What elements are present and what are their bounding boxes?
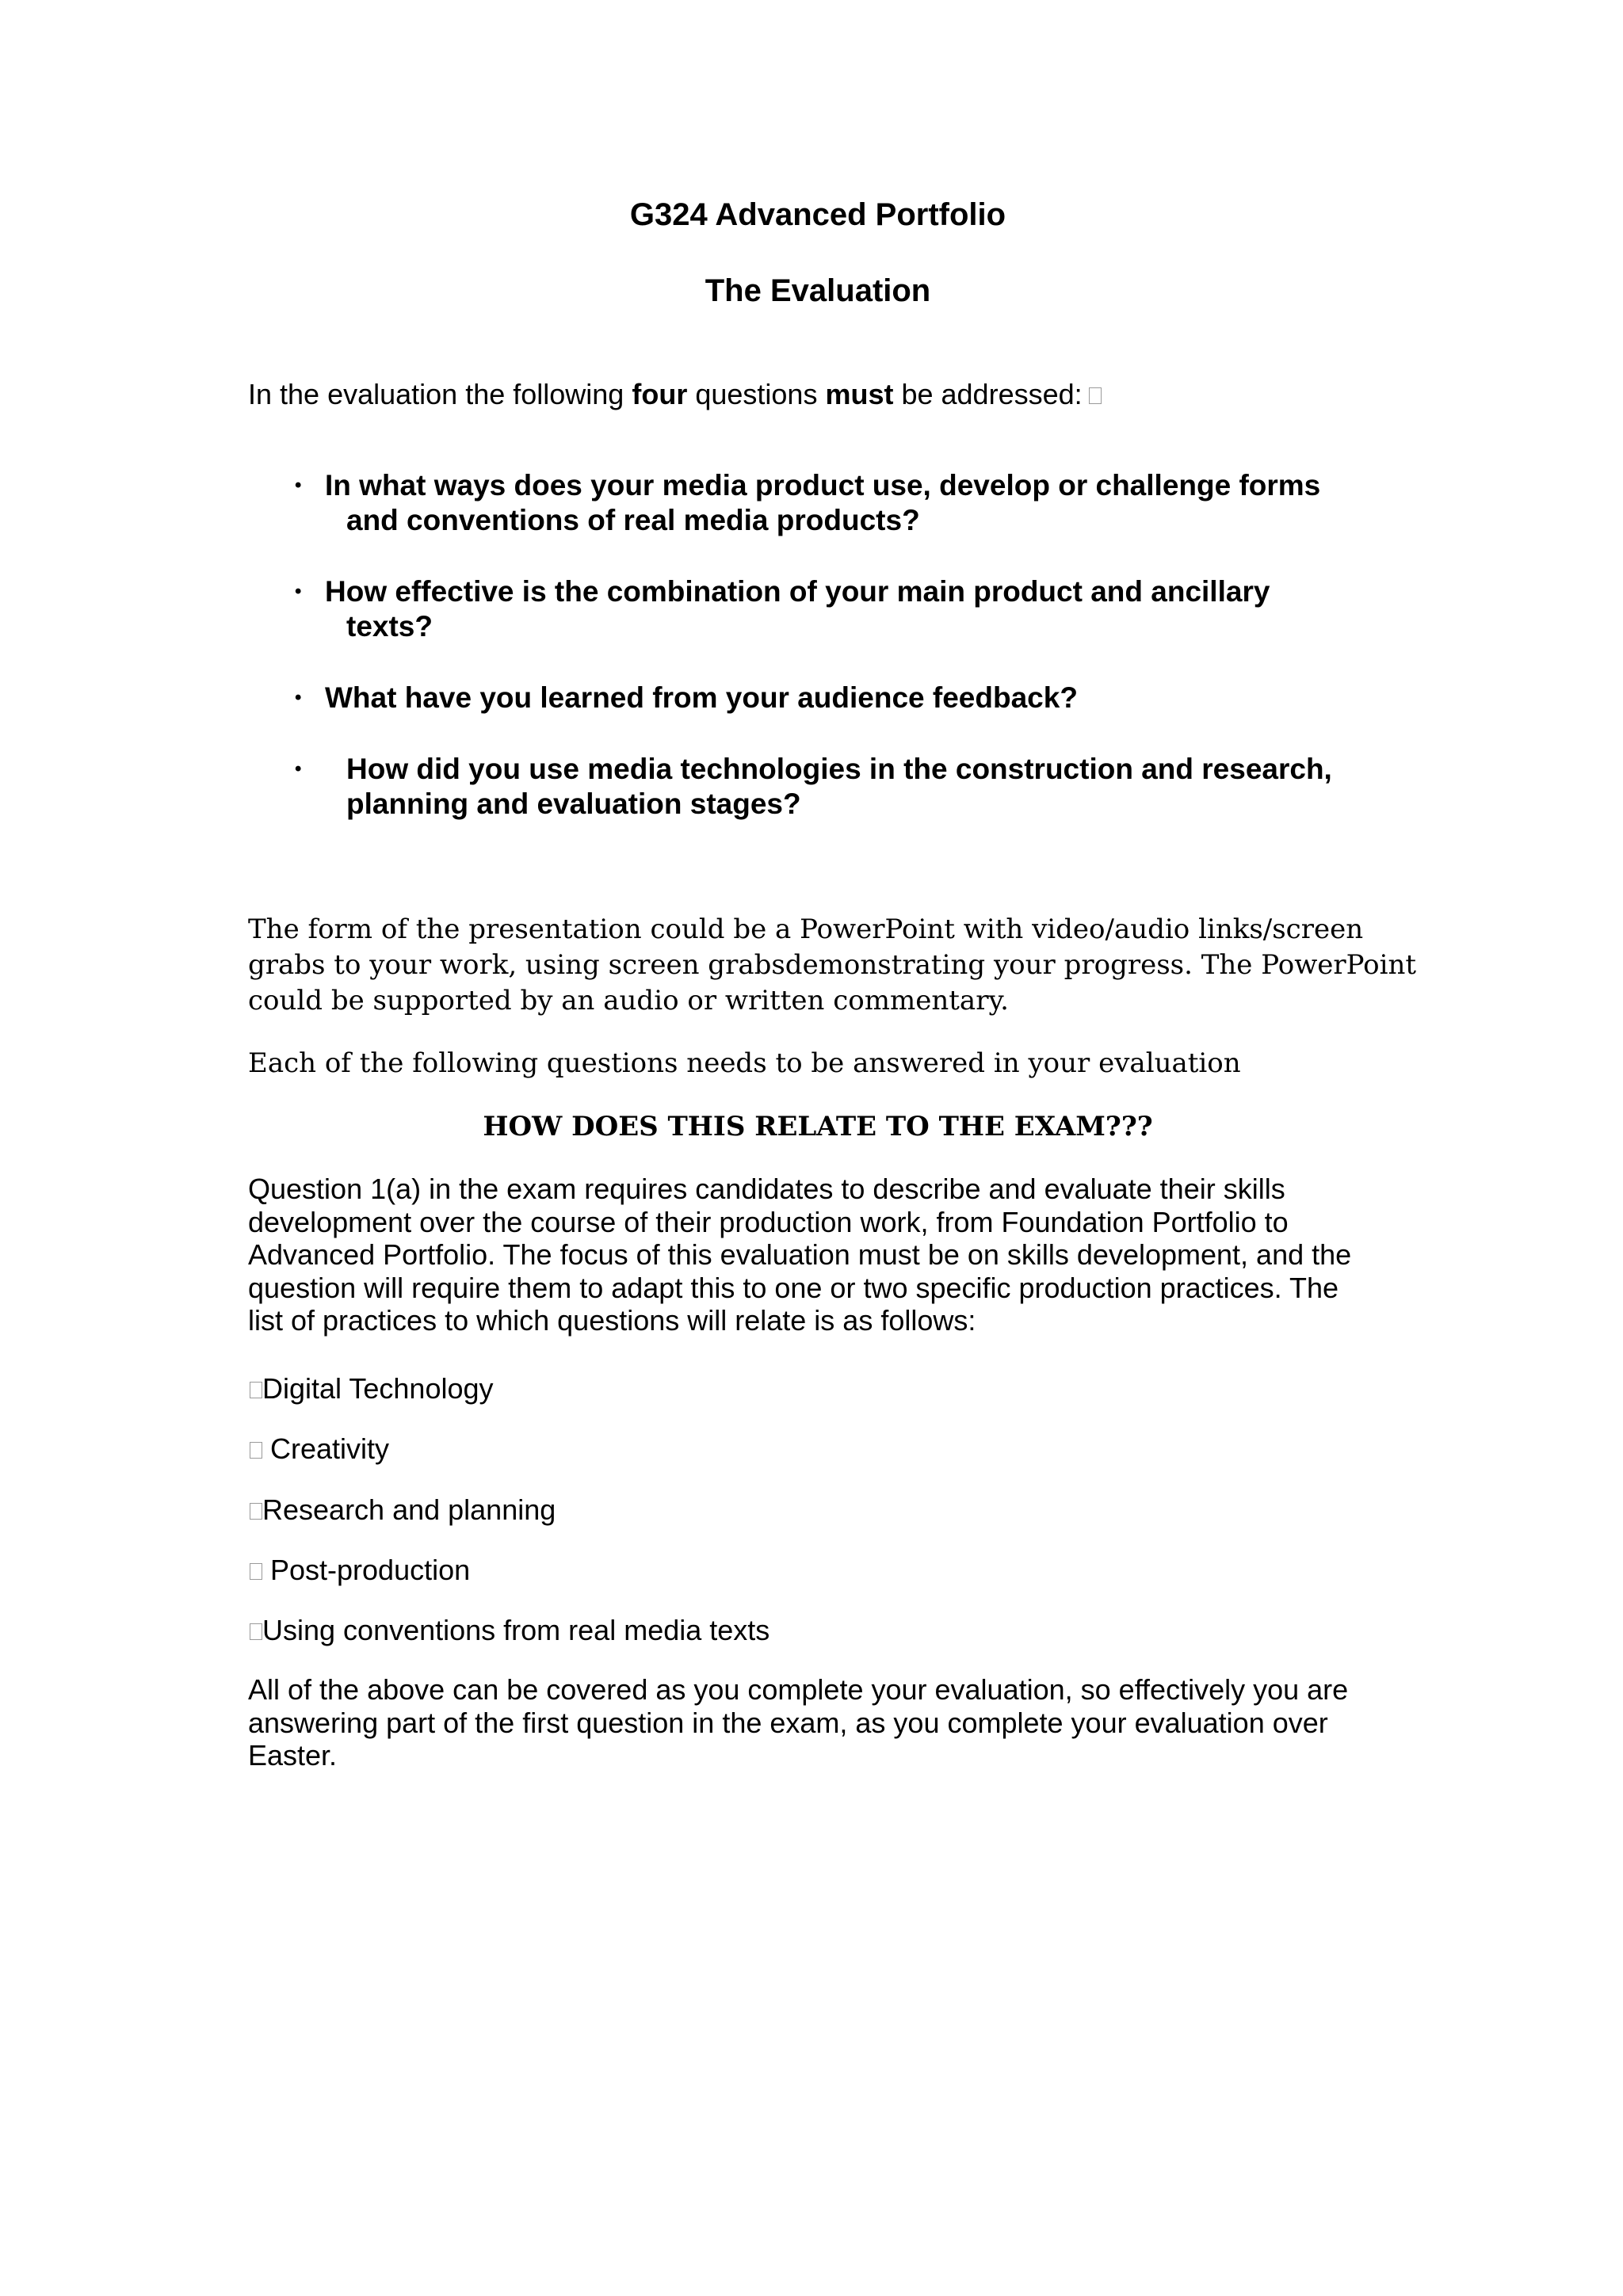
exam-heading: HOW DOES THIS RELATE TO THE EXAM??? <box>483 1111 1153 1142</box>
missing-glyph-icon <box>250 1623 262 1640</box>
bullet-icon: • <box>295 758 302 780</box>
intro-line: In the evaluation the following four questions must be addressed: <box>248 377 1102 412</box>
practice-item-conventions: Using conventions from real media texts <box>250 1613 769 1648</box>
document-page: G324 Advanced Portfolio The Evaluation In the evaluation the following four questions must be addressed: • In what ways does your media product use, develop or challenge forms and conventions of real media products? • How effective is the combination of your main product and ancillary texts? • What have you learned from your audience feedback? • How did you use media technologies in the construction and research, planning and evaluation stages? The form of the presentation could be a PowerPoint with video/audio links/screen grabs to your work, using screen grabsdemonstrating your progress. The PowerPoint could be supported by an audio or written commentary. Each of the following questions needs to be answered in your evaluation HOW DOES THIS RELATE TO THE EXAM??? Question 1(a) in the exam requires candidates to describe and evaluate their skills development over the course of their production work, from Foundation Portfolio to Advanced Portfolio. The focus of this evaluation must be on skills development, and the question will require them to adapt this to one or two specific production practices. The list of practices to which questions will relate is as follows: Digital Technology Creativity Research and planning Post-production Using conventions from real media texts All of the above can be covered as you complete your evaluation, so effectively you are answering part of the first question in the exam, as you complete your evaluation over Easter. <box>0 0 1623 2296</box>
missing-glyph-icon <box>250 1503 262 1520</box>
emphasis-four: four <box>632 378 688 410</box>
closing-paragraph: All of the above can be covered as you complete your evaluation, so effectively you are answering part of the first question in the exam, as you complete your evaluation over Easter. <box>248 1673 1349 1772</box>
missing-glyph-icon <box>250 1382 262 1398</box>
exam-paragraph: Question 1(a) in the exam requires candidates to describe and evaluate their skills development over the course of their production work, from Foundation Portfolio to Advanced Portfolio. The focus of this evaluation must be on skills development, and the question will require them to adapt this to one or two specific production practices. The list of practices to which questions will relate is as follows: <box>248 1173 1352 1337</box>
bullet-icon: • <box>295 581 302 602</box>
document-subtitle: The Evaluation <box>705 273 931 308</box>
practice-item-post-production: Post-production <box>250 1553 470 1588</box>
presentation-paragraph: The form of the presentation could be a PowerPoint with video/audio links/screen grabs to your work, using screen grabsdemonstrating your progress. The PowerPoint could be supported by an audio or written commentary. <box>248 913 1417 1016</box>
emphasis-must: must <box>825 378 894 410</box>
missing-glyph-icon <box>250 1563 262 1580</box>
each-question-line: Each of the following questions needs to be answered in your evaluation <box>248 1047 1241 1079</box>
document-title: G324 Advanced Portfolio <box>629 197 1006 232</box>
bullet-icon: • <box>295 687 302 708</box>
practice-item-research-planning: Research and planning <box>250 1493 556 1527</box>
practice-item-creativity: Creativity <box>250 1432 389 1466</box>
missing-glyph-icon <box>250 1442 262 1459</box>
bullet-icon: • <box>295 475 302 496</box>
missing-glyph-icon <box>1089 387 1102 404</box>
practice-item-digital-technology: Digital Technology <box>250 1371 494 1406</box>
